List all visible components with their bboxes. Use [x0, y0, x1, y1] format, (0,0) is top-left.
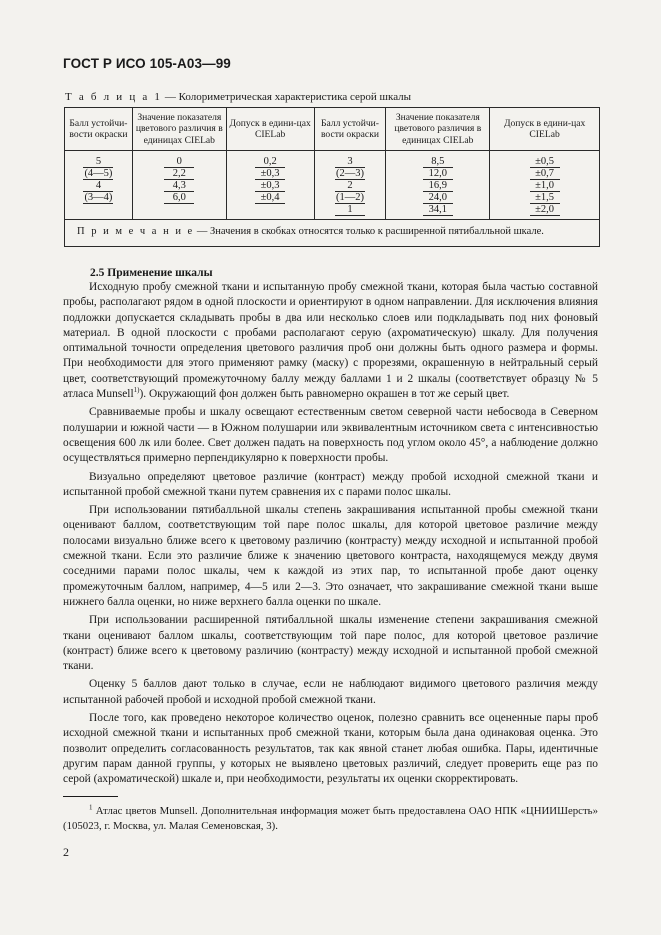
paragraph — [63, 280, 598, 402]
table-cell: 0,2 — [255, 156, 285, 168]
table-cell: ±0,4 — [255, 192, 285, 204]
header-cell: Значение показателя цветового различия в единицах CIELab — [386, 108, 490, 151]
page-number: 2 — [63, 845, 69, 859]
table-cell: 3 — [335, 156, 365, 168]
table-cell: ±0,3 — [255, 180, 285, 192]
table-cell: (3—4) — [84, 192, 113, 203]
table-cell: 34,1 — [423, 204, 453, 216]
table-cell: 24,0 — [423, 192, 453, 204]
header-cell: Балл устойчи-вости окраски — [65, 108, 133, 151]
table-cell: ±0,3 — [255, 168, 285, 180]
table-note-text: — Значения в скобках относятся только к расширенной пятибалльной шкале. — [194, 226, 544, 237]
table-caption-text: — Колориметрическая характеристика серой шкалы — [162, 91, 412, 103]
footnote — [63, 804, 598, 833]
footnote-text: Атлас цветов Munsell. Дополнительная информация может быть предоставлена ОАО НПК «ЦНИИШерсть» (105023, г. Москва, ул. Малая Семеновская, 3). — [63, 805, 598, 832]
header-cell: Балл устойчи-вости окраски — [314, 108, 386, 151]
table-note — [65, 220, 600, 247]
standard-title: ГОСТ Р ИСО 105-A03—99 — [63, 56, 231, 71]
paragraph-text: Исходную пробу смежной ткани и испытанную пробу смежной ткани, которая была частью составной пробы, располагают рядом в одной плоскости и ориентируют в одном направлении. Для исключения влияния подложки допускается складывать пробы в два или несколько слоев или подкладывать под них фоновый материал. В одной плоскости с пробами располагают серую (ахроматическую) шкалу. Для получения оптимальной точности определения цветового различия проб они должны быть одного размера и формы. При необходимости для этого применяют рамку (маску) с прорезями, окрашенную в нейтральный серый цвет, соответствующий промежуточному баллу между баллами 1 и 2 шкалы (соответствует образцу № 5 атласа Munsell — [63, 281, 598, 401]
table-cell: 12,0 — [423, 168, 453, 180]
table-cell: 16,9 — [423, 180, 453, 192]
table-row — [65, 204, 600, 220]
paragraph: При использовании пятибалльной шкалы степень закрашивания испытанной пробы смежной ткани оценивают баллом, соответствующим той паре полос шкалы, для которой цветовое различие между полосами визуально ближе всего к цветовому различию (контрасту) между исходной и испытанной пробой смежной ткани. Если это различие ближе к значению цветового контраста, находящемуся между двумя соседними парами полос шкалы, чем к каждой из этих пар, то испытанной пробе дают оценку промежуточным баллом, например, 4—5 или 2—3. Это означает, что закрашивание смежной ткани выше нижнего балла оценки, но ниже верхнего балла оценки по шкале. — [63, 504, 598, 608]
paragraph: При использовании расширенной пятибалльной шкалы изменение степени закрашивания смежной ткани оценивают баллом шкалы, соответствующим той паре полос, для которой цветовое различие (контраст) ближе всего к цветовому различию (контрасту) между исходной и испытанной пробой смежной ткани. — [63, 614, 598, 673]
footnote-mark: 1 — [89, 803, 93, 812]
table-header-row — [65, 108, 600, 151]
gray-scale-table — [64, 107, 600, 247]
table-cell: ±1,0 — [530, 180, 560, 192]
section-heading: 2.5 Применение шкалы — [90, 267, 213, 279]
table-cell: 1 — [335, 204, 365, 216]
header-cell: Допуск в едини-цах CIELab — [490, 108, 600, 151]
paragraph: Оценку 5 баллов дают только в случае, если не наблюдают видимого цветового различия между испытанной рабочей пробой и исходной пробой смежной ткани. — [63, 678, 598, 706]
table-cell: (2—3) — [335, 168, 364, 179]
table-cell: 0 — [164, 156, 194, 168]
table-caption-label: Т а б л и ц а 1 — [65, 91, 163, 103]
paragraph: После того, как проведено некоторое количество оценок, полезно сравнить все оцененные пары проб исходной смежной ткани и испытанных проб смежной ткани, которым была дана одинаковая оценка. Это позволит определить согласованность результатов, так как явной станет любая ошибка. Пары, идентичные другим парам данной группы, у которых не выявлено цветовых различий, следует проверить еще раз по серой (ахроматической) шкале и, при необходимости, результаты их оценки скорректировать. — [63, 712, 598, 786]
table-row — [65, 192, 600, 204]
table-cell — [132, 204, 226, 220]
table-cell: 2,2 — [164, 168, 194, 180]
table-caption — [65, 91, 411, 103]
table-cell: (1—2) — [335, 192, 364, 203]
table-cell: 5 — [83, 156, 113, 168]
table-cell — [65, 204, 133, 220]
table-cell: 8,5 — [423, 156, 453, 168]
table-cell: 4,3 — [164, 180, 194, 192]
table-cell: ±1,5 — [530, 192, 560, 204]
table-cell: (4—5) — [84, 168, 113, 179]
table-note-label: П р и м е ч а н и е — [77, 226, 195, 237]
paragraph: Визуально определяют цветовое различие (контраст) между пробой исходной смежной ткани и испытанной пробой смежной ткани путем сравнения их с парами полос шкалы. — [63, 470, 598, 498]
table-row — [65, 151, 600, 169]
table-cell: 4 — [83, 180, 113, 192]
table-note-row — [65, 220, 600, 247]
table-row — [65, 180, 600, 192]
table-cell — [226, 204, 314, 220]
header-cell: Значение показателя цветового различия в единицах CIELab — [132, 108, 226, 151]
table-cell: ±0,5 — [530, 156, 560, 168]
table-cell: ±2,0 — [530, 204, 560, 216]
paragraph: Сравниваемые пробы и шкалу освещают естественным светом северной части небосвода в Северном полушарии и южной части — в Южном полушарии или эквивалентным источником света с интенсивностью освещения 600 лк или более. Свет должен падать на поверхность под углом около 45°, а наблюдение должно осуществляться примерно перпендикулярно к поверхности пробы. — [63, 406, 598, 465]
table-row — [65, 168, 600, 180]
paragraph-text-tail: ). Окружающий фон должен быть равномерно окрашен в тот же серый цвет. — [139, 388, 510, 401]
table-cell: 2 — [335, 180, 365, 192]
header-cell: Допуск в едини-цах CIELab — [226, 108, 314, 151]
table-cell: 6,0 — [164, 192, 194, 204]
table-cell: ±0,7 — [530, 168, 560, 180]
footnote-separator — [63, 796, 118, 797]
footnote-ref: 1) — [133, 386, 140, 395]
section-body — [63, 280, 598, 791]
